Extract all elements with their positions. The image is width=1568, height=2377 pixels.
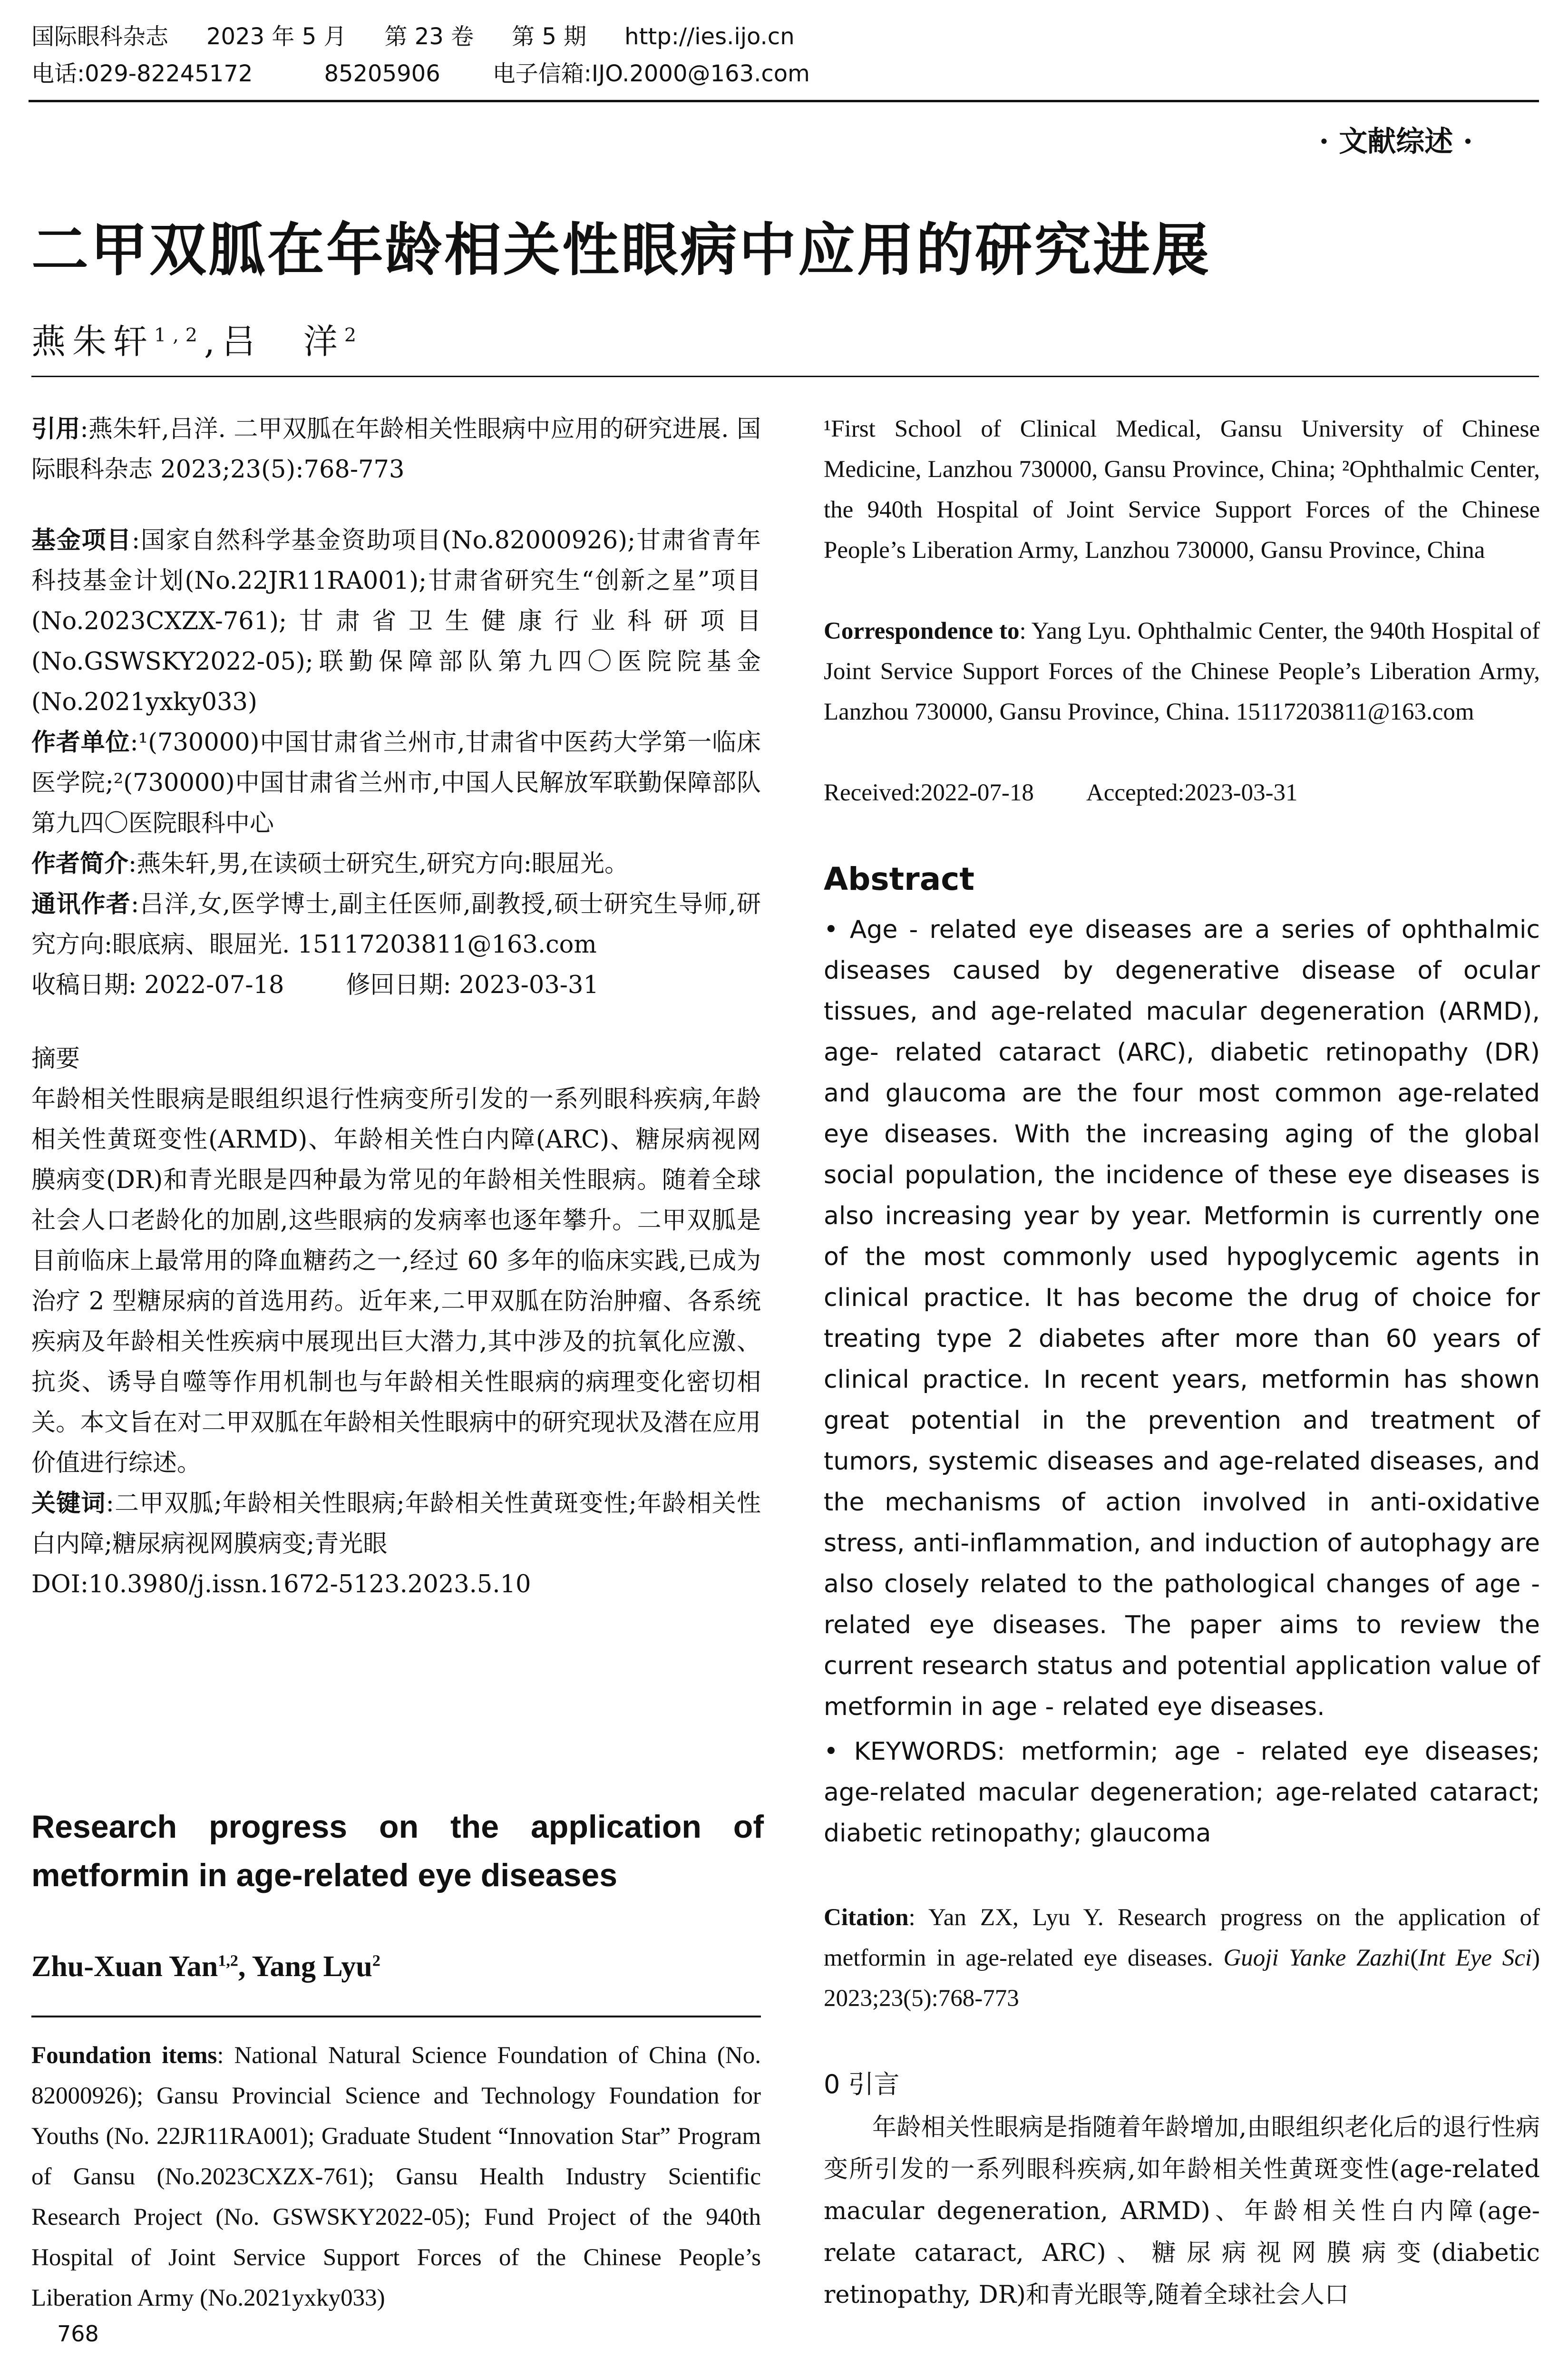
foundation-label: Foundation items bbox=[31, 2042, 217, 2069]
journal-header bbox=[31, 20, 833, 53]
cn-citation-text: :燕朱轩,吕洋. 二甲双胍在年龄相关性眼病中应用的研究进展. 国际眼科杂志 2023;23(5):768-773 bbox=[31, 415, 761, 484]
keywords-text: :二甲双胍;年龄相关性眼病;年龄相关性黄斑变性;年龄相关性白内障;糖尿病视网膜病变;青光眼 bbox=[31, 1490, 761, 1558]
authors-cn bbox=[31, 314, 363, 363]
dates-en bbox=[824, 773, 1298, 813]
cn-citation-label: 引用 bbox=[31, 415, 80, 443]
corr-en-label: Correspondence to bbox=[824, 618, 1020, 644]
article-title: 二甲双胍在年龄相关性眼病中应用的研究进展 bbox=[31, 217, 1211, 283]
citation-en-b: ( bbox=[1410, 1945, 1419, 1971]
english-title: Research progress on the application of metformin in age-related eye diseases bbox=[31, 1809, 764, 1893]
header-rule bbox=[29, 100, 1539, 102]
citation-journal: Guoji Yanke Zazhi bbox=[1223, 1945, 1411, 1971]
accepted-en: Accepted:2023-03-31 bbox=[1086, 779, 1298, 806]
author-rule bbox=[31, 2016, 761, 2017]
fund-label: 基金项目 bbox=[31, 526, 132, 555]
volume: 第 23 卷 bbox=[384, 23, 474, 50]
citation-journal-abbr: Int Eye Sci bbox=[1418, 1945, 1532, 1971]
section-tag: · 文献综述 · bbox=[1319, 125, 1473, 158]
phone2: 85205906 bbox=[324, 60, 440, 87]
author-2-affil: 2 bbox=[344, 324, 363, 346]
author-sep: , bbox=[204, 321, 222, 361]
foundation-text: : National Natural Science Foundation of China (No. 82000926); Gansu Provincial Science and Technology Foundation for Youths (No. 22JR11RA001); Graduate Student “Innovation Star” Program of Gansu (No.2023CXZX-761); Gansu Health Industry Scientific Research Project (No. GSWSKY2022-05); Fund Project of the 940th Hospital of Joint Service Support Forces of the Chinese People’s Liberation Army (No.2021yxky033) bbox=[31, 2042, 761, 2311]
author-unit bbox=[31, 722, 761, 844]
left-column bbox=[31, 409, 761, 1605]
corr-label: 通讯作者 bbox=[31, 890, 131, 918]
cn-abstract: 年龄相关性眼病是眼组织退行性病变所引发的一系列眼科疾病,年龄相关性黄斑变性(ARMD)、年龄相关性白内障(ARC)、糖尿病视网膜病变(DR)和青光眼是四种最为常见的年龄相关性眼病。随着全球社会人口老龄化的加剧,这些眼病的发病率也逐年攀升。二甲双胍是目前临床上最常用的降血糖药之一,经过 60 多年的临床实践,已成为治疗 2 型糖尿病的首选用药。近年来,二甲双胍在防治肿瘤、各系统疾病及年龄相关性疾病中展现出巨大潜力,其中涉及的抗氧化应激、抗炎、诱导自噬等作用机制也与年龄相关性眼病的病理变化密切相关。本文旨在对二甲双胍在年龄相关性眼病中的研究现状及潜在应用价值进行综述。 bbox=[31, 1085, 761, 1477]
corresponding-author bbox=[31, 884, 761, 965]
unit-label: 作者单位 bbox=[31, 729, 130, 757]
keywords-label: 关键词 bbox=[31, 1490, 106, 1518]
author-2: 吕 洋 bbox=[221, 321, 344, 361]
unit-text: :¹(730000)中国甘肃省兰州市,甘肃省中医药大学第一临床医学院;²(730000)中国甘肃省兰州市,中国人民解放军联勤保障部队第九四〇医院眼科中心 bbox=[31, 729, 761, 838]
journal-name: 国际眼科杂志 bbox=[31, 23, 169, 50]
abstract-heading: Abstract bbox=[824, 861, 974, 897]
issue: 第 5 期 bbox=[512, 23, 587, 50]
correspondence-en bbox=[824, 611, 1540, 732]
citation-en-a: : Yan ZX, Lyu Y. Research progress on the application of metformin in age-related eye diseases. bbox=[824, 1904, 1540, 1971]
revised-date: 修回日期: 2023-03-31 bbox=[346, 971, 599, 999]
author-1: 燕朱轩 bbox=[31, 321, 155, 361]
journal-url[interactable]: http://ies.ijo.cn bbox=[624, 23, 795, 50]
bio-label: 作者简介 bbox=[31, 850, 129, 878]
contact-header bbox=[31, 57, 848, 90]
doi[interactable]: DOI:10.3980/j.issn.1672-5123.2023.5.10 bbox=[31, 1570, 531, 1598]
citation-en bbox=[824, 1898, 1540, 2019]
email[interactable]: 电子信箱:IJO.2000@163.com bbox=[492, 60, 810, 87]
intro-heading: 0 引言 bbox=[824, 2069, 900, 2099]
title-rule bbox=[31, 376, 1539, 377]
cn-keywords bbox=[31, 1483, 761, 1564]
intro-text: 年龄相关性眼病是指随着年龄增加,由眼组织老化后的退行性病变所引发的一系列眼科疾病,如年龄相关性黄斑变性(age-related macular degeneration, ARMD)、年龄相关性白内障(age-relate cataract, ARC)、糖尿病视网膜病变(diabetic retinopathy, DR)和青光眼等,随着全球社会人口 bbox=[824, 2114, 1540, 2309]
foundation-items bbox=[31, 2036, 761, 2319]
en-author-2-affil: 2 bbox=[372, 1952, 380, 1970]
corr-text: :吕洋,女,医学博士,副主任医师,副教授,硕士研究生导师,研究方向:眼底病、眼屈光. 15117203811@163.com bbox=[31, 890, 761, 959]
affiliations-en: ¹First School of Clinical Medical, Gansu University of Chinese Medicine, Lanzhou 730000, Gansu Province, China; ²Ophthalmic Center, the 940th Hospital of Joint Service Support Forces of the Chinese People’s Liberation Army, Lanzhou 730000, Gansu Province, China bbox=[824, 416, 1540, 564]
corr-en-text: : Yang Lyu. Ophthalmic Center, the 940th Hospital of Joint Service Support Forces of the Chinese People’s Liberation Army, Lanzhou 730000, Gansu Province, China. 15117203811@163.com bbox=[824, 618, 1540, 725]
keywords-en: • KEYWORDS: metformin; age - related eye diseases; age-related macular degeneration; age-related cataract; diabetic retinopathy; glaucoma bbox=[824, 1737, 1540, 1848]
author-1-affil: 1,2 bbox=[154, 324, 204, 346]
cn-citation bbox=[31, 409, 761, 490]
bio-text: :燕朱轩,男,在读硕士研究生,研究方向:眼屈光。 bbox=[128, 850, 629, 878]
en-author-2: , Yang Lyu bbox=[238, 1950, 372, 1983]
english-authors bbox=[31, 1950, 380, 1984]
cn-abstract-heading: 摘要 bbox=[31, 1045, 80, 1073]
fund-info bbox=[31, 520, 761, 722]
en-author-1: Zhu-Xuan Yan bbox=[31, 1950, 218, 1983]
fund-text: :国家自然科学基金资助项目(No.82000926);甘肃省青年科技基金计划(No.22JR11RA001);甘肃省研究生“创新之星”项目(No.2023CXZX-761);甘肃省卫生健康行业科研项目(No.GSWSKY2022-05);联勤保障部队第九四〇医院院基金(No.2021yxky033) bbox=[31, 526, 761, 716]
citation-en-label: Citation bbox=[824, 1904, 909, 1931]
received-en: Received:2022-07-18 bbox=[824, 779, 1034, 806]
page-number: 768 bbox=[57, 2321, 99, 2347]
dates bbox=[31, 965, 761, 1005]
received-date: 收稿日期: 2022-07-18 bbox=[31, 971, 284, 999]
abstract-en: • Age - related eye diseases are a series of ophthalmic diseases caused by degenerative disease of ocular tissues, and age-related macular degeneration (ARMD), age- related cataract (ARC), diabetic retinopathy (DR) and glaucoma are the four most common age-related eye diseases. With the increasing aging of the global social population, the incidence of these eye diseases is also increasing year by year. Metformin is currently one of the most commonly used hypoglycemic agents in clinical practice. It has become the drug of choice for treating type 2 diabetes after more than 60 years of clinical practice. In recent years, metformin has shown great potential in the prevention and treatment of tumors, systemic diseases and age-related diseases, and the mechanisms of action involved in anti-oxidative stress, anti-inflammation, and induction of autophagy are also closely related to the pathological changes of age - related eye diseases. The paper aims to review the current research status and potential application value of metformin in age - related eye diseases. bbox=[824, 916, 1540, 1721]
en-author-1-affil: 1,2 bbox=[218, 1952, 238, 1970]
issue-date: 2023 年 5 月 bbox=[206, 23, 347, 50]
citation-en-c: ) 2023;23(5):768-773 bbox=[824, 1945, 1540, 2012]
author-bio bbox=[31, 844, 761, 884]
phone: 电话:029-82245172 bbox=[31, 60, 253, 87]
